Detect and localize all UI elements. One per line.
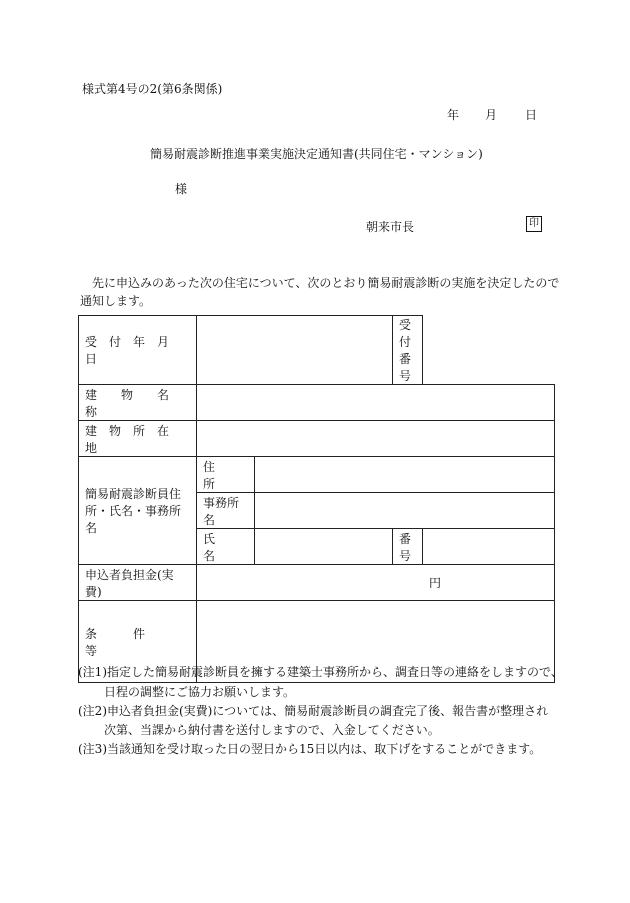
seal-mark: 印 (526, 216, 542, 232)
issuer: 朝来市長 (366, 220, 415, 234)
label-reception-number: 受付番号 (393, 316, 423, 385)
intro-line-1: 先に申込みのあった次の住宅について、次のとおり簡易耐震診断の実施を決定したので (92, 276, 560, 290)
label-building-location: 建 物 所 在 地 (79, 421, 197, 457)
note-2-line-2: 次第、当課から納付書を送付しますので、入金してください。 (104, 723, 440, 737)
field-building-location[interactable] (197, 421, 555, 457)
label-address: 住 所 (197, 457, 255, 493)
note-2-line-1: (注2)申込者負担金(実費)については、簡易耐震診断員の調査完了後、報告書が整理され (78, 704, 549, 718)
label-name: 氏 名 (197, 529, 255, 565)
note-1-line-1: (注1)指定した簡易耐震診断員を擁する建築士事務所から、調査日等の連絡をしますので、 (78, 665, 563, 679)
date-month: 月 (485, 108, 498, 122)
field-office-name[interactable] (255, 493, 555, 529)
label-reception-date: 受 付 年 月 日 (79, 316, 197, 385)
field-reception-date[interactable] (197, 316, 393, 385)
form-table (78, 315, 555, 683)
label-diagnostician-line1: 簡易耐震診断員住 (85, 487, 182, 501)
label-office-name: 事務所名 (197, 493, 255, 529)
intro-line-2: 通知します。 (80, 294, 152, 308)
note-3-line-1: (注3)当該通知を受け取った日の翌日から15日以内は、取下げをすることができます。 (78, 742, 542, 756)
label-applicant-cost: 申込者負担金(実費) (79, 565, 197, 601)
document-title: 簡易耐震診断推進事業実施決定通知書(共同住宅・マンション) (150, 147, 483, 161)
date-line (447, 106, 537, 123)
field-applicant-cost[interactable] (197, 565, 555, 601)
label-building-name: 建 物 名 称 (79, 385, 197, 421)
field-number[interactable] (423, 529, 555, 565)
date-day: 日 (525, 108, 538, 122)
field-name[interactable] (255, 529, 393, 565)
addressee-suffix: 様 (175, 182, 188, 196)
label-diagnostician-line2: 所・氏名・事務所名 (85, 504, 182, 535)
label-number: 番 号 (393, 529, 423, 565)
label-conditions: 条 件 等 (79, 601, 197, 683)
field-address[interactable] (255, 457, 555, 493)
label-diagnostician (79, 457, 197, 565)
field-building-name[interactable] (197, 385, 555, 421)
date-year: 年 (447, 108, 460, 122)
note-1-line-2: 日程の調整にご協力お願いします。 (104, 685, 296, 699)
yen-unit: 円 (429, 576, 442, 590)
form-reference: 様式第4号の2(第6条関係) (82, 82, 223, 96)
